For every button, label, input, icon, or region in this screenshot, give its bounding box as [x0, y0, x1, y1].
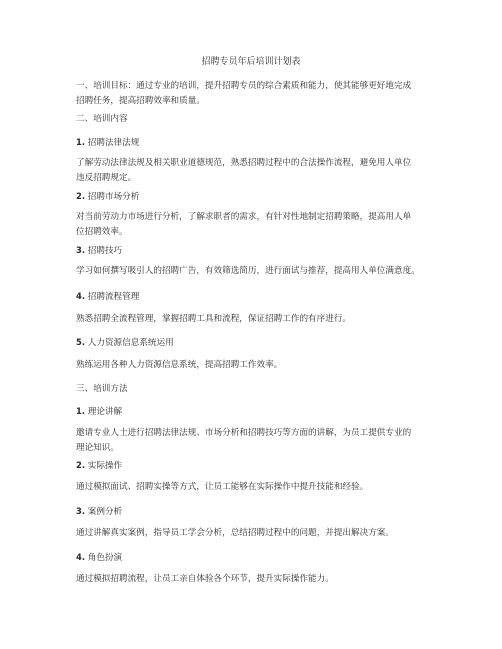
- training-goal-paragraph: 一、培训目标：通过专业的培训，提升招聘专员的综合素质和能力，使其能够更好地完成 招聘任务，提高招聘效率和质量。: [76, 81, 412, 106]
- item-title: 招聘技巧: [87, 246, 123, 256]
- item-title: 角色扮演: [87, 553, 123, 563]
- section-heading-method: 三、培训方法: [76, 384, 128, 394]
- method-item-1-body: 邀请专业人士进行招聘法律法规、市场分析和招聘技巧等方面的讲解，为员工提供专业的 理论知识。: [76, 428, 412, 453]
- item-number: 3.: [76, 245, 86, 255]
- content-item-2-body: 对当前劳动力市场进行分析，了解求职者的需求，有针对性地制定招聘策略，提高用人单 位招聘效率。: [76, 212, 412, 237]
- content-item-2-heading: [76, 189, 432, 205]
- item-title: 实际操作: [87, 461, 123, 471]
- content-item-3-heading: [76, 243, 432, 259]
- content-item-1-heading: [76, 135, 432, 151]
- item-number: 1.: [76, 137, 86, 147]
- item-number: 2.: [76, 191, 86, 201]
- method-item-3-body: 通过讲解真实案例，指导员工学会分析，总结招聘过程中的问题，并提出解决方案。: [76, 528, 394, 538]
- item-number: 5.: [76, 337, 86, 347]
- item-title: 招聘法律法规: [87, 138, 140, 148]
- item-number: 2.: [76, 460, 86, 470]
- item-number: 3.: [76, 506, 86, 516]
- method-item-1-heading: [76, 404, 432, 420]
- content-item-1-body: 了解劳动法律法规及相关职业道德规范，熟悉招聘过程中的合法操作流程，避免用人单位 违反招聘规定。: [76, 158, 412, 183]
- content-item-4-body: 熟悉招聘全流程管理，掌握招聘工具和流程，保证招聘工作的有序进行。: [76, 314, 352, 324]
- item-title: 案例分析: [87, 507, 123, 517]
- method-item-4-heading: [76, 550, 432, 566]
- method-item-4-body: 通过模拟招聘流程，让员工亲自体验各个环节，提升实际操作能力。: [76, 574, 334, 584]
- item-title: 人力资源信息系统运用: [87, 338, 174, 348]
- content-item-5-body: 熟练运用各种人力资源信息系统，提高招聘工作效率。: [76, 360, 283, 370]
- method-item-2-heading: [76, 458, 432, 474]
- content-item-4-heading: [76, 289, 432, 305]
- item-title: 招聘流程管理: [87, 292, 140, 302]
- item-number: 4.: [76, 552, 86, 562]
- content-item-5-heading: [76, 335, 432, 351]
- document-title: 招聘专员年后培训计划表: [201, 57, 301, 67]
- item-number: 1.: [76, 406, 86, 416]
- item-number: 4.: [76, 291, 86, 301]
- section-heading-content: 二、培训内容: [76, 114, 128, 124]
- item-title: 理论讲解: [87, 407, 123, 417]
- content-item-3-body: 学习如何撰写吸引人的招聘广告，有效筛选简历，进行面试与推荐，提高用人单位满意度。: [76, 266, 420, 276]
- method-item-2-body: 通过模拟面试、招聘实操等方式，让员工能够在实际操作中提升技能和经验。: [76, 482, 369, 492]
- item-title: 招聘市场分析: [87, 192, 140, 202]
- method-item-3-heading: [76, 504, 432, 520]
